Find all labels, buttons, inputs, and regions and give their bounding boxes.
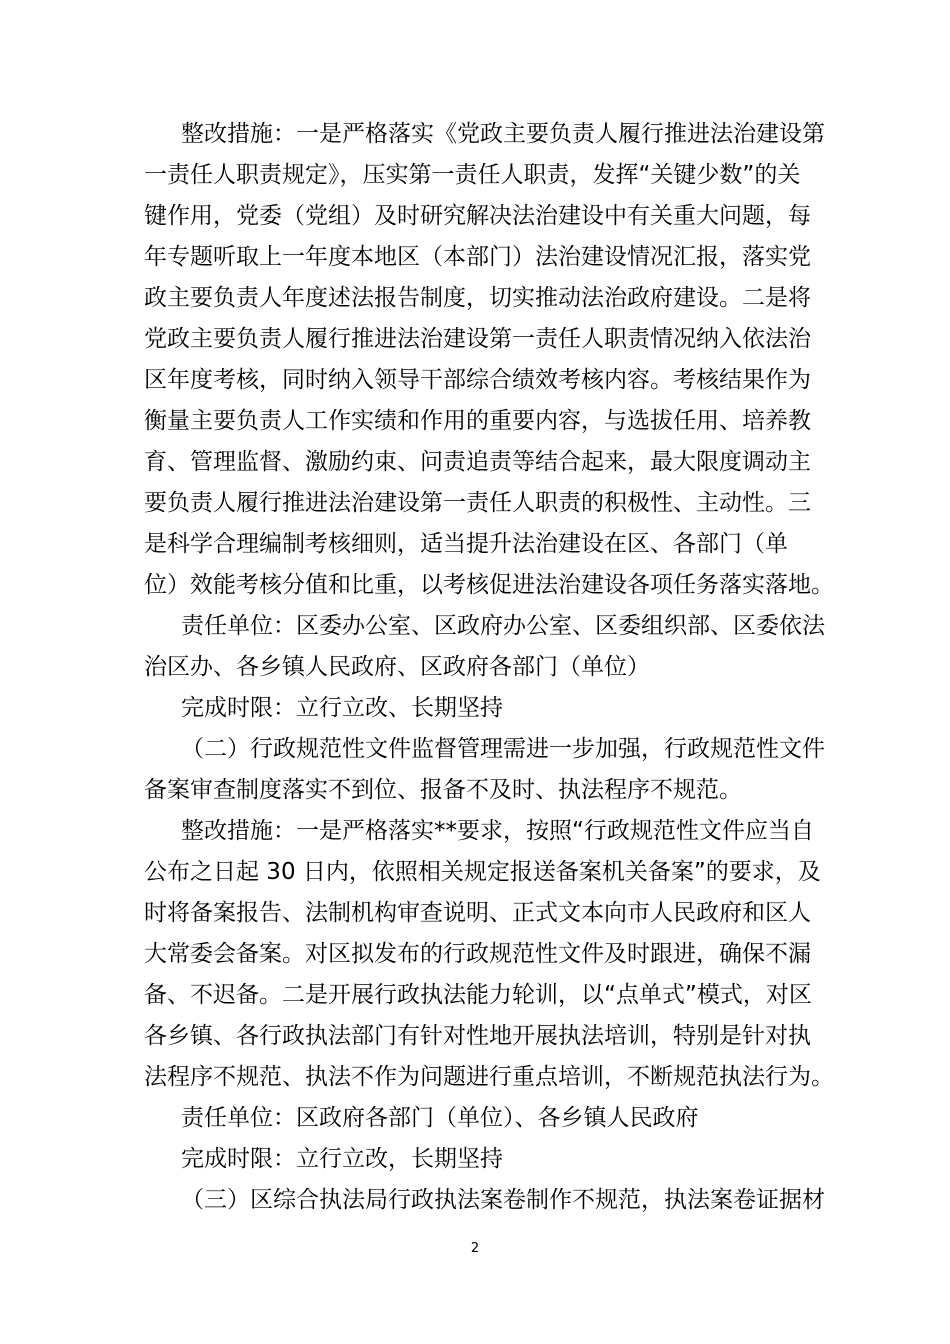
text-line: 整改措施：一是严格落实**要求，按照“行政规范性文件应当自 <box>181 818 814 844</box>
text-line: 要负责人履行推进法治建设第一责任人职责的积极性、主动性。三 <box>144 490 811 516</box>
text-line: 一责任人职责规定》，压实第一责任人职责，发挥“关键少数”的关 <box>144 162 801 188</box>
text-line: 政主要负责人年度述法报告制度，切实推动法治政府建设。二是将 <box>144 285 811 311</box>
text-line: 区年度考核，同时纳入领导干部综合绩效考核内容。考核结果作为 <box>144 367 811 393</box>
text-line: 各乡镇、各行政执法部门有针对性地开展执法培训，特别是针对执 <box>144 1023 811 1049</box>
section-heading-line: （二）行政规范性文件监督管理需进一步加强，行政规范性文件 <box>181 736 825 762</box>
text-line: 是科学合理编制考核细则，适当提升法治建设在区、各部门（单 <box>144 531 788 557</box>
page-number: 2 <box>470 1241 480 1256</box>
text-line: 衡量主要负责人工作实绩和作用的重要内容，与选拔任用、培养教 <box>144 408 811 434</box>
deadline-line: 完成时限：立行立改、长期坚持 <box>181 695 503 721</box>
text-line: 备案审查制度落实不到位、报备不及时、执法程序不规范。 <box>144 777 742 803</box>
text-line: 年专题听取上一年度本地区（本部门）法治建设情况汇报，落实党 <box>144 244 811 270</box>
text-line: 时将备案报告、法制机构审查说明、正式文本向市人民政府和区人 <box>144 900 811 926</box>
text-line: 大常委会备案。对区拟发布的行政规范性文件及时跟进，确保不漏 <box>144 941 811 967</box>
text-line: 法程序不规范、执法不作为问题进行重点培训，不断规范执法行为。 <box>144 1064 834 1090</box>
text-line: 键作用，党委（党组）及时研究解决法治建设中有关重大问题，每 <box>144 203 811 229</box>
text-line: 整改措施：一是严格落实《党政主要负责人履行推进法治建设第 <box>181 121 825 147</box>
text-line: 治区办、各乡镇人民政府、区政府各部门（单位） <box>144 654 650 680</box>
responsible-unit-line: 责任单位：区政府各部门（单位）、各乡镇人民政府 <box>181 1105 699 1131</box>
section-heading-line: （三）区综合执法局行政执法案卷制作不规范，执法案卷证据材 <box>181 1187 825 1213</box>
text-line: 育、管理监督、激励约束、问责追责等结合起来，最大限度调动主 <box>144 449 811 475</box>
text-line: 党政主要负责人履行推进法治建设第一责任人职责情况纳入依法治 <box>144 326 811 352</box>
text-line: 位）效能考核分值和比重，以考核促进法治建设各项任务落实落地。 <box>144 572 834 598</box>
text-line: 公布之日起 30 日内，依照相关规定报送备案机关备案”的要求，及 <box>144 859 821 885</box>
text-line: 备、不迟备。二是开展行政执法能力轮训，以“点单式”模式，对区 <box>144 982 812 1008</box>
deadline-line: 完成时限：立行立改，长期坚持 <box>181 1146 503 1172</box>
responsible-unit-line: 责任单位：区委办公室、区政府办公室、区委组织部、区委依法 <box>181 613 825 639</box>
